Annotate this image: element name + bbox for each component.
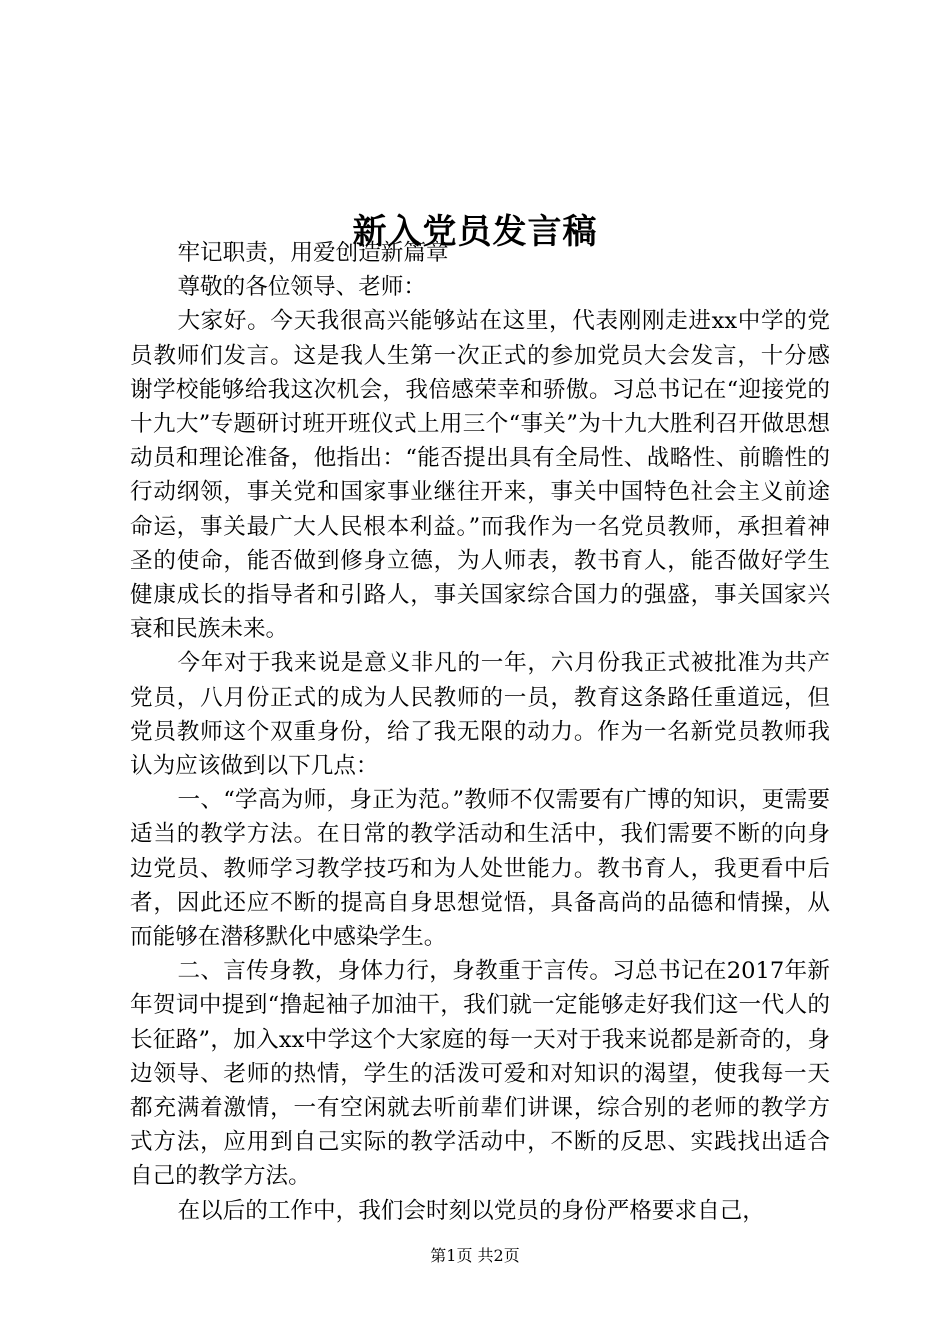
paragraph-salutation: 尊敬的各位领导、老师：: [177, 274, 426, 301]
paragraph: 一、“学高为师，身正为范。”教师不仅需要有广博的知识，更需要适当的教学方法。在日常的教学活动和生活中，我们需要不断的向身边党员、教师学习教学技巧和为人处世能力。教书育人，我更看中后者，因此还应不断的提高自身思想觉悟，具备高尚的品德和情操，从而能够在潜移默化中感染学生。: [130, 787, 830, 951]
paragraph: 大家好。今天我很高兴能够站在这里，代表刚刚走进xx中学的党员教师们发言。这是我人生第一次正式的参加党员大会发言，十分感谢学校能够给我这次机会，我倍感荣幸和骄傲。习总书记在“迎接党的十九大”专题研讨班开班仪式上用三个“事关”为十九大胜利召开做思想动员和理论准备，他指出：“能否提出具有全局性、战略性、前瞻性的行动纲领，事关党和国家事业继往开来，事关中国特色社会主义前途命运，事关最广大人民根本利益。”而我作为一名党员教师，承担着神圣的使命，能否做到修身立德，为人师表，教书育人，能否做好学生健康成长的指导者和引路人，事关国家综合国力的强盛，事关国家兴衰和民族未来。: [130, 308, 830, 643]
page-footer: 第1页 共2页: [430, 1246, 520, 1265]
paragraph: 二、言传身教，身体力行，身教重于言传。习总书记在2017年新年贺词中提到“撸起袖子加油干，我们就一定能够走好我们这一代人的长征路”，加入xx中学这个大家庭的每一天对于我来说都是新奇的，身边领导、老师的热情，学生的活泼可爱和对知识的渴望，使我每一天都充满着激情，一有空闲就去听前辈们讲课，综合别的老师的教学方式方法，应用到自己实际的教学活动中，不断的反思、实践找出适合自己的教学方法。: [130, 958, 830, 1190]
document-title: 新入党员发言稿: [352, 211, 598, 252]
paragraph: 今年对于我来说是意义非凡的一年，六月份我正式被批准为共产党员，八月份正式的成为人民教师的一员，教育这条路任重道远，但党员教师这个双重身份，给了我无限的动力。作为一名新党员教师我认为应该做到以下几点：: [130, 650, 830, 780]
paragraph: 在以后的工作中，我们会时刻以党员的身份严格要求自己，: [177, 1197, 765, 1224]
paragraph-subtitle: 牢记职责，用爱创造新篇章: [177, 240, 449, 266]
document-body: [130, 236, 830, 1228]
